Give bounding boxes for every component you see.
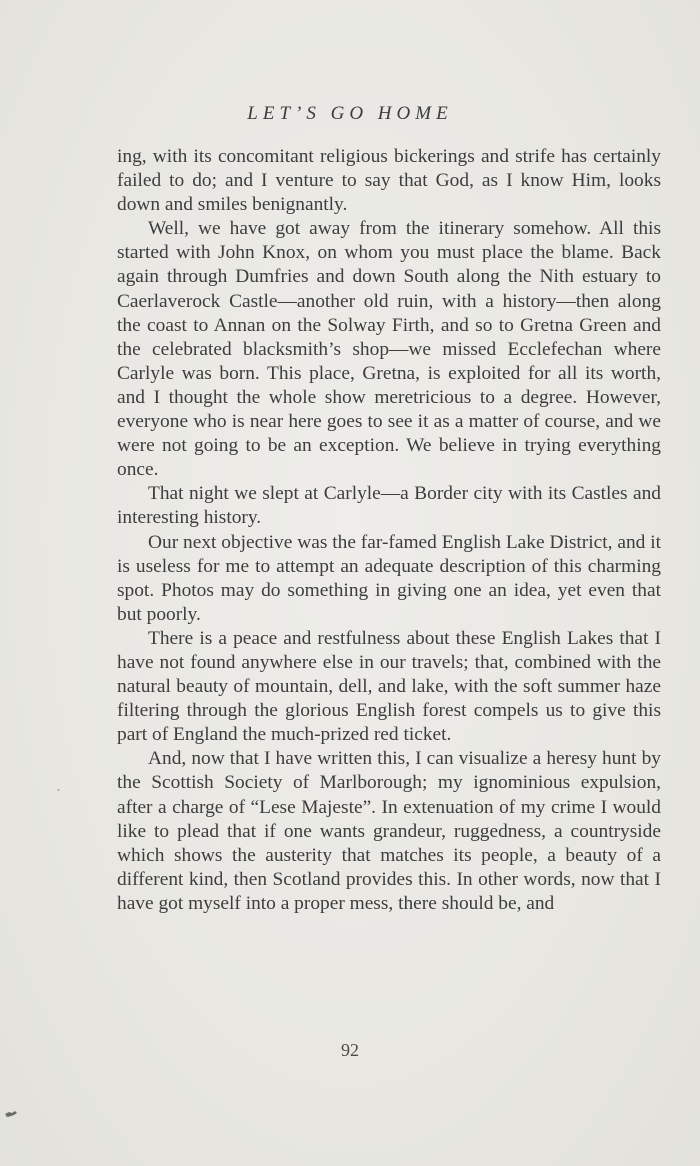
ink-speck-icon [3, 1108, 19, 1120]
paragraph-continuation: ing, with its concomitant religious bickerings and strife has certainly failed to do; and I venture to say that God, as I know Him, looks down and smiles benignantly. [117, 146, 661, 216]
paragraph-itinerary: Well, we have got away from the itinerary somehow. All this started with John Knox, on whom you must place the blame. Back again through Dumfries and down South along the Nith estuary to Caerlaverock Castle—another old ruin, with a history—then along the coast to Annan on the Solway Firth, and so to Gretna Green and the celebrated blacksmith’s shop—we missed Ecclefechan where Carlyle was born. This place, Gretna, is exploited for all its worth, and I thought the whole show meretricious to a degree. However, everyone who is near here goes to see it as a matter of course, and we were not going to be an exception. We believe in trying everything once. [117, 218, 661, 481]
paragraph-lake-district: Our next objective was the far-famed English Lake District, and it is useless for me to attempt an adequate description of this charming spot. Photos may do something in giving one an idea, yet even that but poorly. [117, 531, 661, 625]
paragraph-heresy-hunt: And, now that I have written this, I can visualize a heresy hunt by the Scottish Society of Marlborough; my ignominious expulsion, after a charge of “Lese Majeste”. In extenuation of my crime I would like to plead that if one wants grandeur, ruggedness, a countryside which shows the austerity that matches its people, a beauty of a different kind, then Scotland provides this. In other words, now that I have got myself into a proper mess, there should be, and [117, 748, 661, 914]
paragraph-carlyle: That night we slept at Carlyle—a Border city with its Castles and interesting history. [117, 483, 661, 529]
page-number: 92 [341, 1040, 359, 1060]
margin-speck [57, 789, 60, 791]
running-head: LET’S GO HOME [247, 103, 453, 124]
paragraph-english-lakes: There is a peace and restfulness about these English Lakes that I have not found anywhere else in our travels; that, combined with the natural beauty of mountain, dell, and lake, with the soft summer haze filtering through the glorious English forest compels us to give this part of England the much-prized red ticket. [117, 627, 661, 746]
body-text [117, 145, 661, 916]
